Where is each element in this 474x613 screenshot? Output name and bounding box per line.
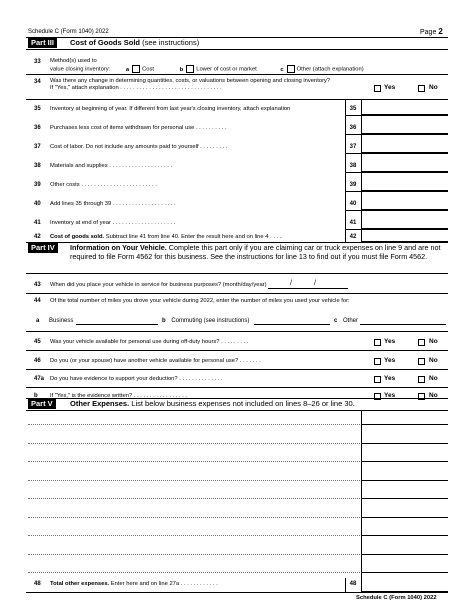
line46-yes-label: Yes bbox=[384, 357, 396, 364]
expense-amount-line[interactable] bbox=[362, 535, 448, 536]
line40-text: Add lines 35 through 39 . . . . . . . . . . . . . . . . . . . . bbox=[50, 201, 176, 207]
line44-a-letter: a bbox=[36, 318, 40, 324]
line33-text-b-label: value closing inventory: bbox=[50, 66, 111, 73]
line35-number: 35 bbox=[34, 106, 41, 112]
line33-opt-b: b bbox=[179, 66, 184, 73]
line33-opt-c: c bbox=[280, 66, 284, 73]
part5-desc: List below business expenses not included on lines 8–26 or line 30. bbox=[131, 399, 355, 408]
part3-title-text: Cost of Goods Sold bbox=[70, 38, 140, 47]
rule bbox=[346, 134, 448, 135]
line39-box-number: 39 bbox=[349, 182, 357, 188]
other-method-checkbox[interactable] bbox=[287, 65, 295, 73]
line36-box-number: 36 bbox=[349, 125, 357, 131]
line44-b bbox=[162, 318, 249, 324]
footer-rule bbox=[26, 592, 448, 593]
line48-desc: Enter here and on line 27a . . . . . . . . . . . . bbox=[110, 581, 218, 587]
line47a-number: 47a bbox=[34, 376, 45, 382]
line47a-text: Do you have evidence to support your deduction? . . . . . . . . . . . . . . bbox=[50, 376, 223, 382]
line47a-no-checkbox[interactable] bbox=[418, 376, 425, 383]
part3-title bbox=[70, 38, 199, 47]
line43-slash-1: / bbox=[290, 280, 292, 287]
expense-description-line[interactable] bbox=[28, 572, 360, 573]
part4-desc-2: are not required to file Form 4562 for this business. See the instructions for line 13 to find out if you must file bbox=[70, 243, 441, 262]
line38-number: 38 bbox=[34, 163, 41, 169]
line42-box-number: 42 bbox=[349, 234, 357, 240]
part4-title: Information on Your Vehicle. bbox=[70, 243, 167, 252]
expense-description-line[interactable] bbox=[28, 424, 360, 425]
rule bbox=[26, 74, 448, 75]
line47a-yes-checkbox[interactable] bbox=[374, 376, 381, 383]
line37-text: Cost of labor. Do not include any amounts paid to yourself . . . . . . . . . bbox=[50, 144, 228, 150]
expense-description-line[interactable] bbox=[28, 517, 360, 518]
expense-description-line[interactable] bbox=[28, 443, 360, 444]
part5-heading bbox=[70, 399, 355, 408]
expense-description-line[interactable] bbox=[28, 535, 360, 536]
line33-opt-b-label: Lower of cost or market bbox=[196, 66, 257, 73]
line48-box-number: 48 bbox=[349, 581, 357, 587]
line34-no-label: No bbox=[429, 84, 438, 91]
line47b-text: If "Yes," is the evidence written? . . . . . . . . . . . . . . . . . bbox=[50, 393, 187, 399]
part3-title-note: (see instructions) bbox=[142, 38, 200, 47]
rule bbox=[26, 387, 448, 388]
line40-box-number: 40 bbox=[349, 201, 357, 207]
line33-text-a: Method(s) used to bbox=[50, 58, 97, 64]
line42-label: Cost of goods sold. bbox=[50, 234, 105, 240]
rule bbox=[26, 331, 448, 332]
line42-number: 42 bbox=[34, 234, 41, 240]
other-miles-field[interactable] bbox=[360, 324, 446, 325]
line36-number: 36 bbox=[34, 125, 41, 131]
rule bbox=[346, 210, 448, 211]
line34-yes-checkbox[interactable] bbox=[374, 85, 381, 92]
part3-rule bbox=[26, 49, 448, 50]
line46-no-checkbox[interactable] bbox=[418, 358, 425, 365]
line47b-number: b bbox=[34, 393, 38, 399]
line46-yes-checkbox[interactable] bbox=[374, 358, 381, 365]
expense-amount-line[interactable] bbox=[362, 461, 448, 462]
line33-text-b bbox=[50, 65, 364, 73]
line39-text: Other costs . . . . . . . . . . . . . . . . . . . . . . . . bbox=[50, 182, 157, 188]
line37-number: 37 bbox=[34, 144, 41, 150]
line46-text: Do you (or your spouse) have another vehicle available for personal use? . . . . . . . bbox=[50, 358, 261, 364]
part4-tag: Part IV bbox=[28, 243, 58, 253]
header-page-number bbox=[420, 27, 443, 36]
line40-number: 40 bbox=[34, 201, 41, 207]
rule bbox=[26, 293, 448, 294]
footer-form-title: Schedule C (Form 1040) 2022 bbox=[356, 595, 437, 601]
line46-number: 46 bbox=[34, 358, 41, 364]
line44-a bbox=[36, 318, 73, 324]
line37-box-number: 37 bbox=[349, 144, 357, 150]
expense-amount-line[interactable] bbox=[362, 424, 448, 425]
line47a-no-label: No bbox=[429, 375, 438, 382]
rule bbox=[346, 191, 448, 192]
line39-number: 39 bbox=[34, 182, 41, 188]
business-miles-field[interactable] bbox=[76, 324, 158, 325]
line43-date-field[interactable] bbox=[268, 288, 348, 289]
expense-amount-line[interactable] bbox=[362, 517, 448, 518]
expense-amount-line[interactable] bbox=[362, 554, 448, 555]
part4-heading bbox=[70, 243, 442, 262]
line44-number: 44 bbox=[34, 298, 41, 304]
expense-amount-line[interactable] bbox=[362, 480, 448, 481]
line33-opt-a: a bbox=[125, 66, 130, 73]
line48-label: Total other expenses. bbox=[50, 581, 110, 587]
part5-title: Other Expenses. bbox=[70, 399, 130, 408]
part4-desc-1: Complete this part only if you are claiming car or truck expenses on line 9 and bbox=[168, 243, 417, 252]
part4-desc-3: Form 4562. bbox=[390, 252, 428, 262]
line43-text: When did you place your vehicle in service for business purposes? (month/day/year) bbox=[50, 282, 267, 288]
line35-box-number: 35 bbox=[349, 106, 357, 112]
expense-description-line[interactable] bbox=[28, 498, 360, 499]
page-prefix: Page bbox=[420, 29, 437, 36]
line45-yes-label: Yes bbox=[384, 338, 396, 345]
line48-text bbox=[50, 581, 218, 587]
line34-number: 34 bbox=[34, 79, 41, 85]
line34-text-b: If "Yes," attach explanation . . . . . . . . . . . . . . . . . . . . . . . . . . . . . . . . bbox=[50, 85, 222, 91]
line33-opt-a-label: Cost bbox=[142, 66, 155, 73]
line46-no-label: No bbox=[429, 357, 438, 364]
rule bbox=[26, 273, 448, 274]
line41-number: 41 bbox=[34, 220, 41, 226]
header-form-title: Schedule C (Form 1040) 2022 bbox=[28, 29, 109, 35]
line45-no-checkbox[interactable] bbox=[418, 339, 425, 346]
line38-text: Materials and supplies . . . . . . . . . . . . . . . . . . . . bbox=[50, 163, 173, 169]
line45-no-label: No bbox=[429, 338, 438, 345]
line34-no-checkbox[interactable] bbox=[418, 85, 425, 92]
line43-slash-2: / bbox=[314, 280, 316, 287]
line44-b-letter: b bbox=[162, 318, 166, 324]
line47b-yes-checkbox[interactable] bbox=[374, 393, 381, 400]
expense-description-line[interactable] bbox=[28, 480, 360, 481]
line33-number: 33 bbox=[34, 59, 41, 65]
rule bbox=[26, 350, 448, 351]
expense-description-line[interactable] bbox=[28, 461, 360, 462]
cost-checkbox[interactable] bbox=[132, 65, 140, 73]
lower-of-cost-checkbox[interactable] bbox=[186, 65, 194, 73]
rule bbox=[26, 369, 448, 370]
line35-text: Inventory at beginning of year. If different from last year's closing inventory, attach explanation bbox=[50, 106, 291, 112]
line41-text: Inventory at end of year . . . . . . . . . . . . . . . . . . . . bbox=[50, 220, 176, 226]
line47a-yes-label: Yes bbox=[384, 375, 396, 382]
part3-tag: Part III bbox=[28, 38, 57, 48]
line48-box-right bbox=[361, 578, 362, 592]
line36-text: Purchases less cost of items withdrawn for personal use . . . . . . . . . . bbox=[50, 125, 227, 131]
rule bbox=[26, 99, 448, 100]
expense-amount-line[interactable] bbox=[362, 498, 448, 499]
rule bbox=[346, 172, 448, 173]
line33-opt-c-label: Other (attach explanation) bbox=[296, 66, 364, 73]
expense-description-line[interactable] bbox=[28, 554, 360, 555]
line45-text: Was your vehicle available for personal use during off-duty hours? . . . . . . . . . bbox=[50, 339, 249, 345]
line44-c-letter: c bbox=[334, 318, 338, 324]
line45-number: 45 bbox=[34, 339, 41, 345]
commuting-miles-field[interactable] bbox=[254, 324, 330, 325]
line44-c-label: Other bbox=[343, 318, 359, 324]
rule bbox=[346, 115, 448, 116]
line42-desc: Subtract line 41 from line 40. Enter the result here and on line 4 . . . . bbox=[105, 234, 282, 240]
line47b-no-checkbox[interactable] bbox=[418, 393, 425, 400]
part5-tag: Part V bbox=[28, 399, 56, 409]
part5-rule-bottom bbox=[26, 410, 448, 411]
line44-a-label: Business bbox=[49, 318, 74, 324]
line48-number: 48 bbox=[34, 581, 41, 587]
line41-box-number: 41 bbox=[349, 220, 357, 226]
expense-amount-line[interactable] bbox=[362, 572, 448, 573]
line43-number: 43 bbox=[34, 282, 41, 288]
page-number: 2 bbox=[438, 27, 443, 36]
line34-yes-label: Yes bbox=[384, 84, 396, 91]
line44-c bbox=[334, 318, 358, 324]
line38-box-number: 38 bbox=[349, 163, 357, 169]
line44-b-label: Commuting (see instructions) bbox=[171, 318, 250, 324]
rule bbox=[346, 153, 448, 154]
expense-amount-line[interactable] bbox=[362, 443, 448, 444]
line44-text: Of the total number of miles you drove your vehicle during 2022, enter the number of miles you used your vehicle for: bbox=[50, 298, 350, 304]
line45-yes-checkbox[interactable] bbox=[374, 339, 381, 346]
line42-text bbox=[50, 234, 281, 240]
rule bbox=[346, 229, 448, 230]
line47b-no-label: No bbox=[429, 392, 438, 399]
line47b-yes-label: Yes bbox=[384, 392, 396, 399]
line34-text-a: Was there any change in determining quantities, costs, or valuations between opening and closing inventory? bbox=[50, 78, 331, 84]
